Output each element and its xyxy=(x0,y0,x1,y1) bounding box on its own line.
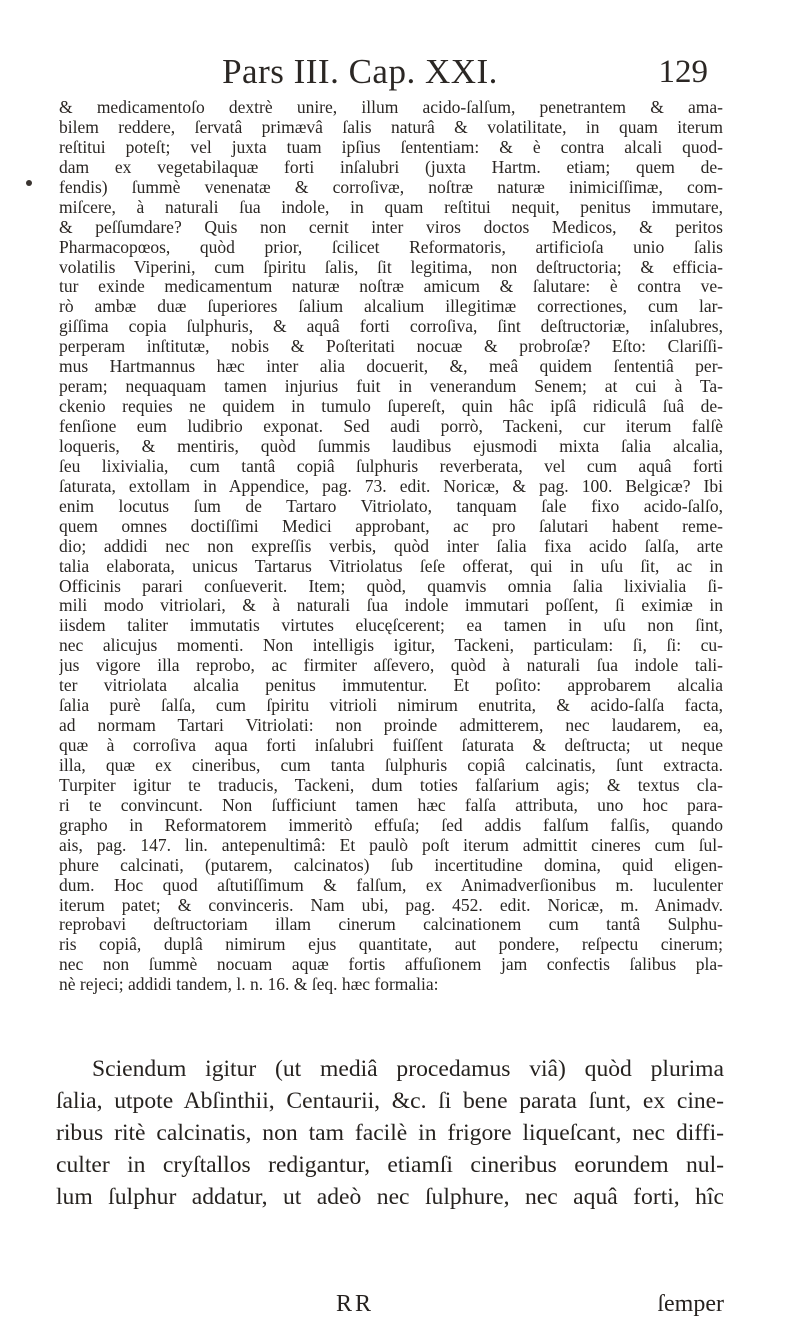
text-line: Officinis parari conſueverit. Item; quòd, quamvis omnia ſalia lixivialia ſi- xyxy=(59,576,723,596)
text-line: dum. Hoc quod aſtutiſſimum & falſum, ex Animadverſionibus m. luculenter xyxy=(59,875,723,895)
text-line: fenſione eum ludibrio exponat. Sed audi porrò, Tackeni, cur iterum falſè xyxy=(59,417,723,436)
text-line: miſcere, à naturali ſua indole, in quam reſtitui nequit, penitus immutare, xyxy=(59,197,723,217)
passage-line: ribus ritè calcinatis, non tam facilè in frigore liqueſcant, nec diffi- xyxy=(56,1120,724,1146)
text-line: mili modo vitriolari, & à naturali ſua indole immutari poſſent, ſi eximiæ in xyxy=(59,596,723,616)
text-line: iterum patet; & convinceris. Nam ubi, pag. 452. edit. Noricæ, m. Animadv. xyxy=(59,895,723,915)
text-line: ri te convincunt. Non ſufficiunt tamen hæc falſa attributa, uno hoc para- xyxy=(59,795,723,815)
text-line: ckenio requies ne quidem in tumulo ſupereſt, quin hâc ipſâ ridiculâ ſuâ de- xyxy=(59,397,723,417)
text-line: mus Hartmannus hæc inter alia docuerit, &, meâ quidem ſententiâ per- xyxy=(59,357,723,377)
text-line: nec non ſummè nocuam aquæ fortis affuſionem jam confectis ſalibus pla- xyxy=(59,955,723,975)
text-line: talia elaborata, unicus Tartarus Vitriolatus ſeſe offerat, qui in uſu ſit, ac in xyxy=(59,556,723,576)
text-line: rò ambæ duæ ſuperiores ſalium alcalium illegitimæ correctiones, cum lar- xyxy=(59,297,723,317)
text-line: & medicamentoſo dextrè unire, illum acido-ſalſum, penetrantem & ama- xyxy=(59,98,723,117)
text-line: ais, pag. 147. lin. antepenultimâ: Et paulò poſt iterum admittit cineres cum ſul- xyxy=(59,835,723,855)
text-line: ad normam Tartari Vitriolati: non proinde admitterem, nec laudarem, ea, xyxy=(59,716,723,736)
text-line: Pharmacopœos, quòd prior, ſcilicet Reformatoris, artificioſa unio ſalis xyxy=(59,237,723,257)
text-line: dio; addidi nec non expreſſis verbis, quòd inter ſalia fixa acido ſalſa, arte xyxy=(59,536,723,556)
text-line: nec alicujus momenti. Non intelligis igitur, Tackeni, particulam: ſi, ſi: cu- xyxy=(59,636,723,656)
text-line: perperam inſtitutæ, nobis & Poſteritati nocuæ & probroſæ? Eſto: Clariſſi- xyxy=(59,337,723,357)
text-line: ſaturata, extollam in Appendice, pag. 73. edit. Noricæ, & pag. 100. Belgicæ? Ibi xyxy=(59,476,723,496)
text-line: Turpiter igitur te traducis, Tackeni, dum toties falſarium agis; & textus cla- xyxy=(59,775,723,795)
text-line: ris copiâ, duplâ nimirum ejus quantitate, aut pondere, reſpectu cinerum; xyxy=(59,935,723,955)
passage-line: culter in cryſtallos redigantur, etiamſi cineribus eorundem nul- xyxy=(56,1152,724,1178)
text-line: reſtitui poteſt; vel juxta tuam ipſius ſententiam: & è contra alcali quod- xyxy=(59,137,723,157)
passage-line: lum ſulphur addatur, ut adeò nec ſulphure, nec aquâ forti, hîc xyxy=(56,1184,724,1210)
text-line: nè rejeci; addidi tandem, l. n. 16. & ſeq. hæc formalia: xyxy=(59,975,439,995)
text-line: bilem reddere, ſervatâ primævâ ſalis naturâ & volatilitate, in quam iterum xyxy=(59,117,723,137)
text-line: jus vigore illa reprobo, ac firmiter aſſevero, quòd à naturali ſua indole tali- xyxy=(59,656,723,676)
signature-mark: RR xyxy=(336,1291,375,1317)
text-line: tur exinde medicamentum naturæ noſtræ amicum & ſalutare: è contra ve- xyxy=(59,277,723,297)
catchword: ſemper xyxy=(657,1291,724,1317)
text-line: dam ex vegetabilaquæ forti inſalubri (juxta Hartm. etiam; quem de- xyxy=(59,157,723,177)
text-line: iisdem taliter immutatis virtutes elucęſcerent; ea tamen in uſu non ſint, xyxy=(59,616,723,636)
text-line: reprobavi deſtructoriam illam cinerum calcinationem cum tantâ Sulphu- xyxy=(59,915,723,935)
text-line: quæ à corroſiva aqua forti inſalubri fuiſſent ſaturata & deſtructa; ut neque xyxy=(59,736,723,755)
page-footer xyxy=(0,1291,800,1323)
text-line: ter vitriolata alcalia penitus immutentur. Et poſito: approbarem alcalia xyxy=(59,676,723,696)
page-title: Pars III. Cap. XXI. xyxy=(222,52,498,91)
page-number: 129 xyxy=(658,54,708,90)
text-line: illa, quæ ex cineribus, cum tanta ſulphuris copiâ calcinatis, ſunt extracta. xyxy=(59,755,723,775)
text-line: fendis) ſummè venenatæ & corroſivæ, noſtræ naturæ inimiciſſimæ, com- xyxy=(59,177,723,197)
text-line: phure calcinati, (putarem, calcinatos) ſub incertitudine domina, quid eligen- xyxy=(59,855,723,875)
body-text xyxy=(59,98,723,995)
text-line: peram; nequaquam tamen injurius fuit in venerandum Senem; at cui à Ta- xyxy=(59,377,723,397)
text-line: loqueris, & mentiris, quòd ſummis laudibus ejusmodi mixta ſalia alcalia, xyxy=(59,436,723,456)
passage-line: ſalia, utpote Abſinthii, Centaurii, &c. ſi bene parata ſunt, ex cine- xyxy=(56,1088,724,1114)
text-line: ſalia purè ſalſa, cum ſpiritu vitrioli nimirum enutrita, & acido-ſalſa facta, xyxy=(59,696,723,716)
running-head xyxy=(0,52,800,96)
text-line: & peſſumdare? Quis non cernit inter viros doctos Medicos, & peritos xyxy=(59,217,723,237)
margin-mark-icon xyxy=(26,180,32,186)
text-line: quem omnes doctiſſimi Medici approbant, ac pro ſalutari habent reme- xyxy=(59,516,723,536)
text-line: giſſima copia ſulphuris, & aquâ forti corroſiva, ſint deſtructoriæ, inſalubres, xyxy=(59,317,723,337)
text-line: grapho in Reformatorem immeritò effuſa; ſed addis falſum falſis, quando xyxy=(59,815,723,835)
text-line: volatilis Viperini, cum ſpiritu ſalis, ſit legitima, non deſtructoria; & efficia- xyxy=(59,257,723,277)
passage-line: Sciendum igitur (ut mediâ procedamus viâ) quòd plurima xyxy=(92,1056,724,1082)
text-line: ſeu lixivialia, cum tantâ copiâ ſulphuris reverberata, vel cum aquâ forti xyxy=(59,456,723,476)
quoted-passage xyxy=(56,1053,724,1213)
text-line: enim locutus ſum de Tartaro Vitriolato, tanquam ſale fixo acido-ſalſo, xyxy=(59,496,723,516)
